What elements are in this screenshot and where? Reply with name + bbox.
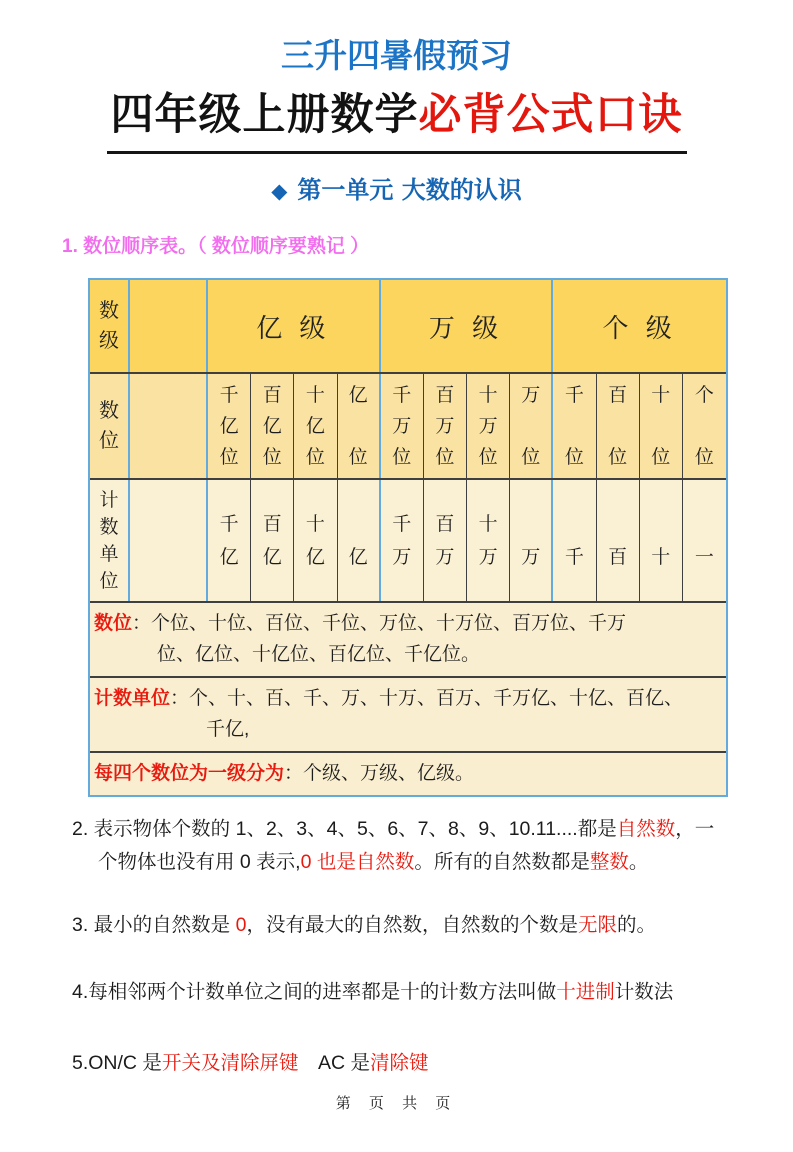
text-segment: 5.ON/C 是 xyxy=(72,1052,162,1074)
item-3 xyxy=(72,909,737,942)
cell-line: 万 xyxy=(392,415,412,437)
cell-line: 位 xyxy=(521,446,541,468)
note-group-label: 每四个数位为一级分为 xyxy=(94,763,285,784)
note-unit xyxy=(90,678,726,753)
digit-cell xyxy=(381,374,424,478)
corner-cell xyxy=(90,280,130,372)
digit-row-label: 数位 xyxy=(99,400,119,452)
digit-cell xyxy=(640,374,683,478)
text-segment-red: 十进制 xyxy=(556,981,615,1003)
text-segment: ：个位、十位、百位、千位、万位、十万位、百万位、千万 xyxy=(132,613,627,634)
cell-line: 亿 xyxy=(348,384,368,406)
digit-cell xyxy=(294,374,337,478)
digit-cell xyxy=(683,374,726,478)
table-row-unit xyxy=(90,480,726,603)
digit-cell xyxy=(338,374,381,478)
group-header-yi: 亿 级 xyxy=(208,280,381,372)
cell-line: 百 xyxy=(262,513,282,535)
note-digit xyxy=(90,603,726,678)
note-digit-label: 数位 xyxy=(94,613,133,634)
cell-line: 万 xyxy=(521,546,541,568)
corner-label: 数级 xyxy=(99,300,119,352)
cell-line: 位 xyxy=(694,446,714,468)
text-segment: 个物体也没有用 0 表示, xyxy=(98,851,301,873)
cell-line: 亿 xyxy=(305,546,325,568)
unit-cell xyxy=(510,480,553,601)
cell-line: 位 xyxy=(305,446,325,468)
table-row-digit xyxy=(90,374,726,480)
unit-cell xyxy=(467,480,510,601)
place-value-table xyxy=(88,278,728,797)
cell-line: 百 xyxy=(435,384,455,406)
unit-cell xyxy=(553,480,596,601)
text-segment-red: 0 xyxy=(235,914,247,936)
unit-cell xyxy=(251,480,294,601)
unit-cell xyxy=(683,480,726,601)
item-4 xyxy=(72,976,737,1009)
text-segment: ，没有最大的自然数，自然数的个数是 xyxy=(246,914,578,936)
empty-header-cell xyxy=(130,280,208,372)
note-digit-line2: 位、亿位、十亿位、百亿位、千亿位。 xyxy=(157,644,481,665)
cell-line: 千 xyxy=(392,384,412,406)
cell-line: 千 xyxy=(392,513,412,535)
text-segment: 3. 最小的自然数是 xyxy=(72,914,236,936)
item-5 xyxy=(72,1047,737,1080)
group-header-wan: 万 级 xyxy=(381,280,554,372)
cell-line: 位 xyxy=(262,446,282,468)
document-subtitle: 三升四暑假预习 xyxy=(281,36,512,75)
text-segment: AC 是 xyxy=(298,1052,370,1074)
digit-cell xyxy=(208,374,251,478)
text-segment-red: 清除键 xyxy=(369,1052,429,1074)
title-black-part: 四年级上册数学 xyxy=(110,90,419,140)
unit-row-label: 计数单位 xyxy=(99,489,119,592)
document-title xyxy=(0,81,793,142)
cell-line: 位 xyxy=(478,446,498,468)
cell-line: 百 xyxy=(262,384,282,406)
note-unit-label: 计数单位 xyxy=(94,688,171,709)
cell-line: 位 xyxy=(392,446,412,468)
cell-line: 十 xyxy=(305,384,325,406)
text-segment: ，一 xyxy=(675,818,715,840)
digit-cell xyxy=(424,374,467,478)
digit-row-empty-cell xyxy=(130,374,208,478)
unit-cell xyxy=(208,480,251,601)
cell-line: 亿 xyxy=(305,415,325,437)
cell-line: 亿 xyxy=(262,415,282,437)
cell-line: 位 xyxy=(219,446,239,468)
note-unit-line1 xyxy=(94,683,718,714)
section-heading xyxy=(0,170,793,205)
cell-line: 十 xyxy=(478,384,498,406)
cell-line: 万 xyxy=(392,546,412,568)
cell-line: 亿 xyxy=(219,546,239,568)
text-segment-red: 0 也是自然数 xyxy=(300,851,415,873)
cell-line: 万 xyxy=(478,546,498,568)
cell-line: 万 xyxy=(435,415,455,437)
cell-line: 千 xyxy=(219,384,239,406)
cell-line: 亿 xyxy=(348,546,368,568)
cell-line: 万 xyxy=(478,415,498,437)
title-red-part: 必背公式口诀 xyxy=(418,90,683,140)
text-segment-red: 整数 xyxy=(589,851,629,873)
cell-line: 十 xyxy=(651,384,671,406)
unit-cell xyxy=(338,480,381,601)
cell-line: 千 xyxy=(564,546,584,568)
cell-line: 百 xyxy=(608,546,628,568)
digit-cell xyxy=(553,374,596,478)
text-segment-red: 开关及清除屏键 xyxy=(161,1052,299,1074)
cell-line: 位 xyxy=(608,446,628,468)
cell-line: 个 xyxy=(694,384,714,406)
cell-line: 千 xyxy=(219,513,239,535)
item-2-line-2 xyxy=(72,846,737,879)
cell-line: 位 xyxy=(651,446,671,468)
title-underline xyxy=(107,151,687,154)
cell-line: 十 xyxy=(478,513,498,535)
text-segment-red: 无限 xyxy=(577,914,617,936)
text-segment: 2. 表示物体个数的 1、2、3、4、5、6、7、8、9、10.11....都是 xyxy=(72,818,617,840)
page-footer: 第 页 共 页 xyxy=(335,1095,458,1112)
digit-row-label-cell xyxy=(90,374,130,478)
note-unit-line2: 千亿, xyxy=(206,719,250,740)
unit-cell xyxy=(640,480,683,601)
item-2 xyxy=(72,813,737,879)
digit-cell xyxy=(467,374,510,478)
text-segment-red: 自然数 xyxy=(616,818,676,840)
text-segment: 计数法 xyxy=(614,981,674,1003)
table-row-level xyxy=(90,280,726,374)
unit-cell xyxy=(424,480,467,601)
text-segment: ：个、十、百、千、万、十万、百万、千万亿、十亿、百亿、 xyxy=(170,688,684,709)
cell-line: 位 xyxy=(435,446,455,468)
cell-line: 亿 xyxy=(219,415,239,437)
item-1-heading: 1. 数位顺序表。（ 数位顺序要熟记 ） xyxy=(62,236,370,257)
unit-row-label-cell xyxy=(90,480,130,601)
cell-line: 一 xyxy=(694,546,714,568)
cell-line: 百 xyxy=(608,384,628,406)
unit-row-empty-cell xyxy=(130,480,208,601)
cell-line: 十 xyxy=(305,513,325,535)
text-segment: 4.每相邻两个计数单位之间的进率都是十的计数方法叫做 xyxy=(72,981,557,1003)
text-segment: 。所有的自然数都是 xyxy=(414,851,590,873)
note-group-line xyxy=(94,758,718,789)
cell-line: 位 xyxy=(564,446,584,468)
item-2-line-1 xyxy=(72,813,737,846)
section-title-text: 第一单元 大数的认识 xyxy=(297,175,522,204)
digit-cell xyxy=(597,374,640,478)
text-segment: 的。 xyxy=(617,914,657,936)
body-items xyxy=(72,813,737,1080)
cell-line: 万 xyxy=(521,384,541,406)
cell-line: 千 xyxy=(564,384,584,406)
cell-line: 百 xyxy=(435,513,455,535)
cell-line: 万 xyxy=(435,546,455,568)
digit-cell xyxy=(510,374,553,478)
cell-line: 亿 xyxy=(262,546,282,568)
digit-cell xyxy=(251,374,294,478)
note-group xyxy=(90,753,726,795)
text-segment: 。 xyxy=(628,851,649,873)
unit-cell xyxy=(381,480,424,601)
note-digit-line1 xyxy=(94,608,718,639)
unit-cell xyxy=(294,480,337,601)
cell-line: 位 xyxy=(348,446,368,468)
diamond-bullet-icon: ◆ xyxy=(271,178,288,203)
unit-cell xyxy=(597,480,640,601)
text-segment: ：个级、万级、亿级。 xyxy=(284,763,475,784)
group-header-ge: 个 级 xyxy=(602,312,677,343)
cell-line: 十 xyxy=(651,546,671,568)
